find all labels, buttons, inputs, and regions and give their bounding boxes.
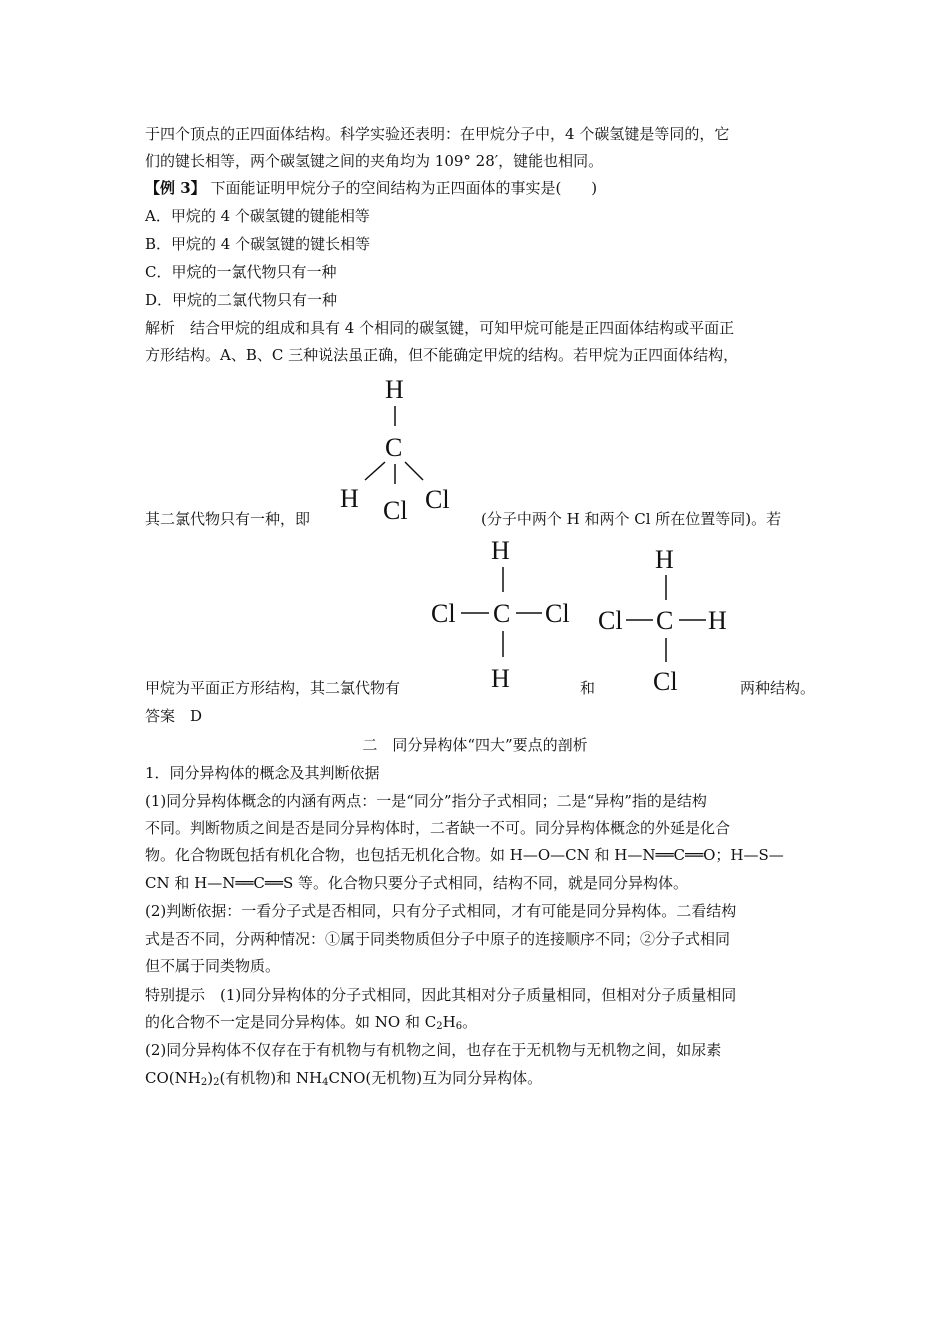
atom-cl: Cl [431, 599, 456, 628]
text-line: 的化合物不一定是同分异构体。如 NO 和 $C_2H_6$。 [145, 1013, 478, 1032]
analysis-line: 解析 结合甲烷的组成和具有 4 个相同的碳氢键，可知甲烷可能是正四面体结构或平面正 [145, 319, 735, 337]
atom-cl: Cl [425, 485, 450, 514]
tetrahedral-structure [335, 372, 465, 528]
atom-cl: Cl [545, 599, 570, 628]
special-note: 特别提示 (1)同分异构体的分子式相同，因此其相对分子质量相同，但相对分子质量相同 [145, 986, 737, 1004]
analysis-line-a: 其二氯代物只有一种，即 [145, 510, 311, 528]
option-d: D．甲烷的二氯代物只有一种 [145, 291, 338, 309]
analysis-line-b: (分子中两个 H 和两个 Cl 所在位置等同)。若 [481, 510, 782, 528]
atom-cl: Cl [383, 496, 408, 524]
text-line: (2)同分异构体不仅存在于有机物与有机物之间，也存在于无机物与无机物之间，如尿素 [145, 1041, 722, 1059]
text-line: $CO(NH_2)_2$(有机物)和 $NH_4CNO$(无机物)互为同分异构体。 [145, 1069, 543, 1088]
section-title: 二 同分异构体“四大”要点的剖析 [362, 736, 588, 754]
conjunction: 和 [580, 679, 596, 697]
text-line: 于四个顶点的正四面体结构。科学实验还表明：在甲烷分子中，4 个碳氢键是等同的，它 [145, 125, 730, 143]
planar-structure-2 [596, 542, 746, 701]
option-a: A．甲烷的 4 个碳氢键的键能相等 [145, 207, 370, 225]
atom-h: H [340, 484, 359, 513]
example-question [145, 178, 597, 198]
atom-h: H [491, 537, 510, 565]
analysis-line: 方形结构。A、B、C 三种说法虽正确，但不能确定甲烷的结构。若甲烷为正四面体结构， [145, 346, 739, 364]
subheading: 1．同分异构体的概念及其判断依据 [145, 764, 380, 782]
text-line: 物。化合物既包括有机化合物，也包括无机化合物。如 H—O—CN 和 H—N══C══O；H—S— [145, 846, 784, 864]
text-line: 们的键长相等，两个碳氢键之间的夹角均为 109° 28′，键能也相同。 [145, 152, 604, 170]
answer: 答案 D [145, 707, 203, 725]
atom-h: H [491, 664, 510, 693]
atom-h: H [708, 606, 727, 635]
analysis-line-a: 甲烷为平面正方形结构，其二氯代物有 [145, 679, 401, 697]
option-b: B．甲烷的 4 个碳氢键的键长相等 [145, 235, 371, 253]
atom-h: H [385, 375, 404, 404]
atom-c: C [656, 606, 674, 635]
analysis-line-c: 两种结构。 [740, 679, 816, 697]
text-line: 不同。判断物质之间是否是同分异构体时，二者缺一不可。同分异构体概念的外延是化合 [145, 819, 731, 837]
text-line: 式是否不同，分两种情况：①属于同类物质但分子中原子的连接顺序不同；②分子式相同 [145, 930, 731, 948]
text-line: CN 和 H—N══C══S 等。化合物只要分子式相同，结构不同，就是同分异构体。 [145, 874, 688, 892]
example-text: 下面能证明甲烷分子的空间结构为正四面体的事实是( ) [205, 179, 598, 197]
planar-structure-1 [428, 537, 578, 701]
atom-cl: Cl [653, 667, 678, 696]
text-line: 但不属于同类物质。 [145, 957, 281, 975]
example-tag: 【例 3】 [145, 179, 206, 197]
text-line: (1)同分异构体概念的内涵有两点：一是“同分”指分子式相同；二是“异构”指的是结构 [145, 792, 707, 810]
atom-h: H [655, 545, 674, 574]
atom-c: C [385, 433, 403, 462]
text-line: (2)判断依据：一看分子式是否相同，只有分子式相同，才有可能是同分异构体。二看结构 [145, 902, 737, 920]
atom-cl: Cl [598, 606, 623, 635]
option-c: C．甲烷的一氯代物只有一种 [145, 263, 337, 281]
atom-c: C [493, 599, 511, 628]
